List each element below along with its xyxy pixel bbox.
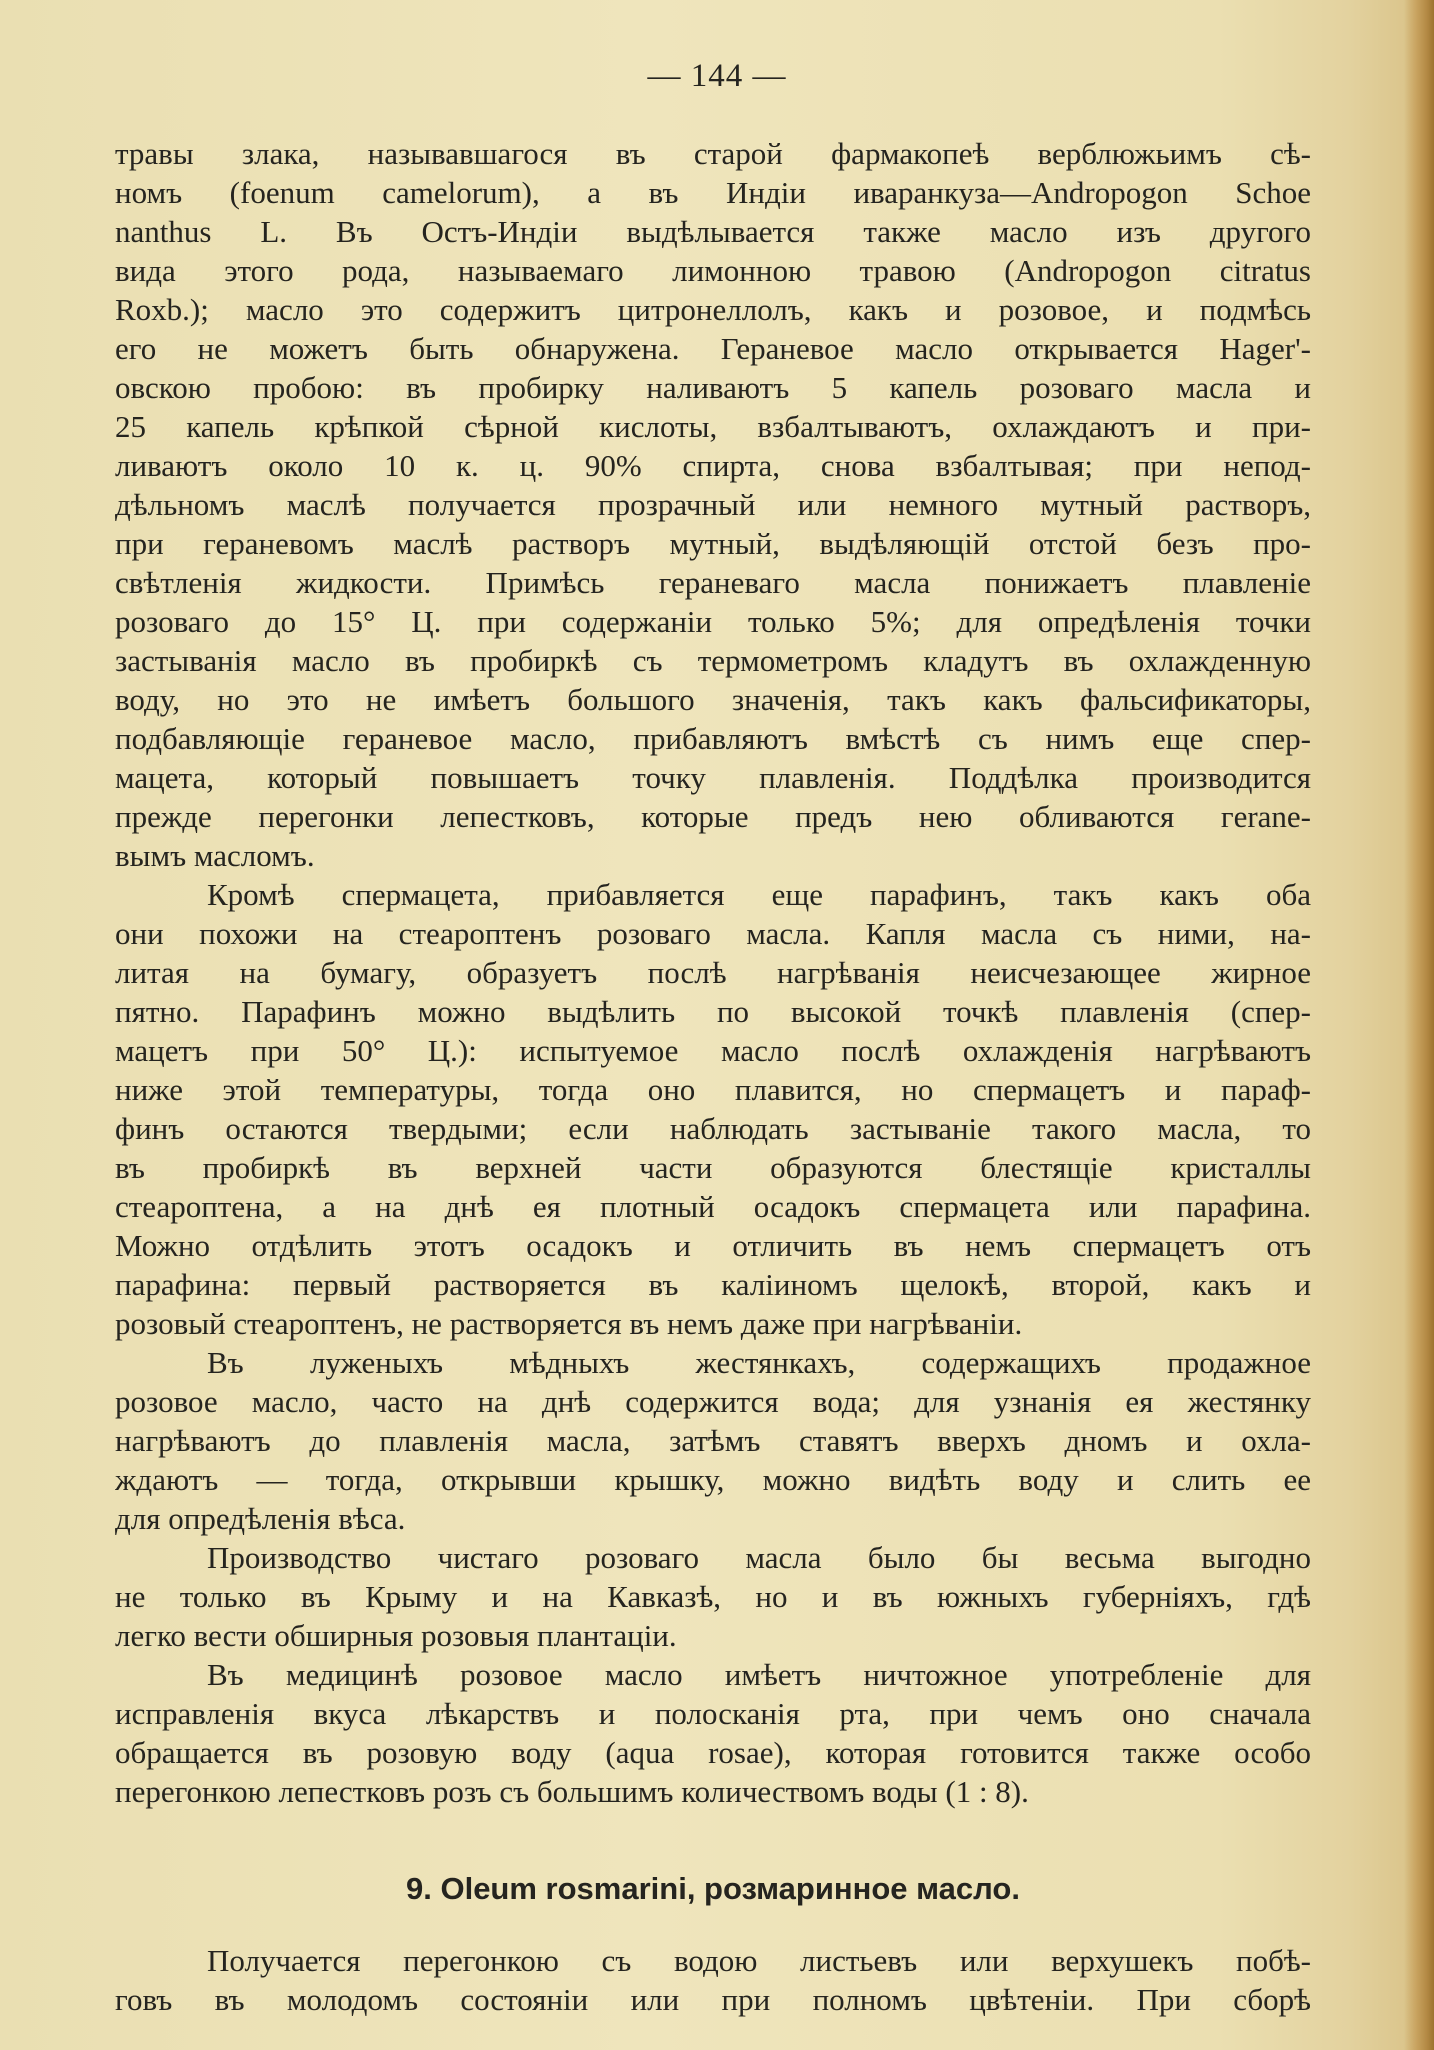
text-line: Кромѣ спермацета, прибавляется еще парафинъ, такъ какъ оба (207, 877, 1311, 912)
text-line: свѣтленія жидкости. Примѣсь гераневаго масла понижаетъ плавленіе (115, 565, 1311, 600)
text-line: литая на бумагу, образуетъ послѣ нагрѣванія неисчезающее жирное (115, 955, 1311, 990)
text-line: ниже этой температуры, тогда оно плавится, но спермацетъ и параф- (115, 1072, 1311, 1107)
text-line: Въ луженыхъ мѣдныхъ жестянкахъ, содержащихъ продажное (207, 1345, 1311, 1380)
text-line: номъ (foenum camelorum), а въ Индіи иваранкуза—Andropogon Schoe (115, 175, 1311, 210)
text-line: финъ остаются твердыми; если наблюдать застываніе такого масла, то (115, 1111, 1311, 1146)
section-heading: 9. Oleum rosmarini, розмаринное масло. (406, 1871, 1020, 1906)
text-line: травы злака, называвшагося въ старой фармакопеѣ верблюжьимъ сѣ- (115, 136, 1311, 171)
text-line: прежде перегонки лепестковъ, которые предъ нею обливаются гerane- (115, 799, 1311, 834)
text-line: обращается въ розовую воду (aqua rosae), которая готовится также особо (115, 1735, 1311, 1770)
text-line: nanthus L. Въ Остъ-Индіи выдѣлывается также масло изъ другого (115, 214, 1311, 249)
text-line: мацета, который повышаетъ точку плавленія. Поддѣлка производится (115, 760, 1311, 795)
text-line: пятно. Парафинъ можно выдѣлить по высокой точкѣ плавленія (спер- (115, 994, 1311, 1029)
text-line: стеароптена, а на днѣ ея плотный осадокъ спермацета или парафина. (115, 1189, 1311, 1224)
paragraph (115, 1655, 1311, 1811)
text-line: застыванія масло въ пробиркѣ съ термометромъ кладутъ въ охлажденную (115, 643, 1311, 678)
text-line: для опредѣленія вѣса. (115, 1501, 406, 1536)
text-line: воду, но это не имѣетъ большого значенія, такъ какъ фальсификаторы, (115, 682, 1311, 717)
text-line: перегонкою лепестковъ розъ съ большимъ количествомъ воды (1 : 8). (115, 1774, 1029, 1809)
text-line: розоваго до 15° Ц. при содержаніи только 5%; для опредѣленія точки (115, 604, 1311, 639)
text-line: Получается перегонкою съ водою листьевъ или верхушекъ побѣ- (207, 1943, 1311, 1978)
paragraph (115, 134, 1311, 875)
paragraph (115, 1941, 1311, 2019)
text-line: дѣльномъ маслѣ получается прозрачный или немного мутный растворъ, (115, 487, 1311, 522)
paragraph (115, 1343, 1311, 1538)
text-line: вида этого рода, называемаго лимонною травою (Andropogon citratus (115, 253, 1311, 288)
page-number: — 144 — (647, 58, 787, 94)
text-line: не только въ Крыму и на Кавказѣ, но и въ южныхъ губерніяхъ, гдѣ (115, 1579, 1311, 1614)
text-line: легко вести обширныя розовыя плантаціи. (115, 1618, 677, 1653)
text-line: Въ медицинѣ розовое масло имѣетъ ничтожное употребленіе для (207, 1657, 1311, 1692)
paragraph (115, 1538, 1311, 1655)
text-line: Можно отдѣлить этотъ осадокъ и отличить въ немъ спермацетъ отъ (115, 1228, 1311, 1263)
text-line: Roxb.); масло это содержитъ цитронеллолъ, какъ и розовое, и подмѣсь (115, 292, 1311, 327)
text-line: говъ въ молодомъ состояніи или при полномъ цвѣтеніи. При сборѣ (115, 1982, 1311, 2017)
text-line: при гераневомъ маслѣ растворъ мутный, выдѣляющій отстой безъ про- (115, 526, 1311, 561)
text-line: мацетъ при 50° Ц.): испытуемое масло послѣ охлажденія нагрѣваютъ (115, 1033, 1311, 1068)
paragraph (115, 875, 1311, 1343)
text-line: ливаютъ около 10 к. ц. 90% спирта, снова взбалтывая; при непод- (115, 448, 1311, 483)
text-line: исправленія вкуса лѣкарствъ и полосканія рта, при чемъ оно сначала (115, 1696, 1311, 1731)
text-line: они похожи на стеароптенъ розоваго масла. Капля масла съ ними, на- (115, 916, 1311, 951)
text-line: парафина: первый растворяется въ каліиномъ щелокѣ, второй, какъ и (115, 1267, 1311, 1302)
text-line: подбавляющіе гераневое масло, прибавляютъ вмѣстѣ съ нимъ еще спер- (115, 721, 1311, 756)
text-line: розовый стеароптенъ, не растворяется въ немъ даже при нагрѣваніи. (115, 1306, 1023, 1341)
body-text (115, 134, 1311, 2019)
text-line: ждаютъ — тогда, открывши крышку, можно видѣть воду и слить ее (115, 1462, 1311, 1497)
text-line: овскою пробою: въ пробирку наливаютъ 5 капель розоваго масла и (115, 370, 1311, 405)
text-line: 25 капель крѣпкой сѣрной кислоты, взбалтываютъ, охлаждаютъ и при- (115, 409, 1311, 444)
text-line: нагрѣваютъ до плавленія масла, затѣмъ ставятъ вверхъ дномъ и охла- (115, 1423, 1311, 1458)
text-line: его не можетъ быть обнаружена. Гераневое масло открывается Hager'- (115, 331, 1311, 366)
page-edge (1404, 0, 1434, 2050)
text-line: Производство чистаго розоваго масла было бы весьма выгодно (207, 1540, 1311, 1575)
text-line: въ пробиркѣ въ верхней части образуются блестящіе кристаллы (115, 1150, 1311, 1185)
text-line: розовое масло, часто на днѣ содержится вода; для узнанія ея жестянку (115, 1384, 1311, 1419)
text-line: вымъ масломъ. (115, 838, 315, 873)
